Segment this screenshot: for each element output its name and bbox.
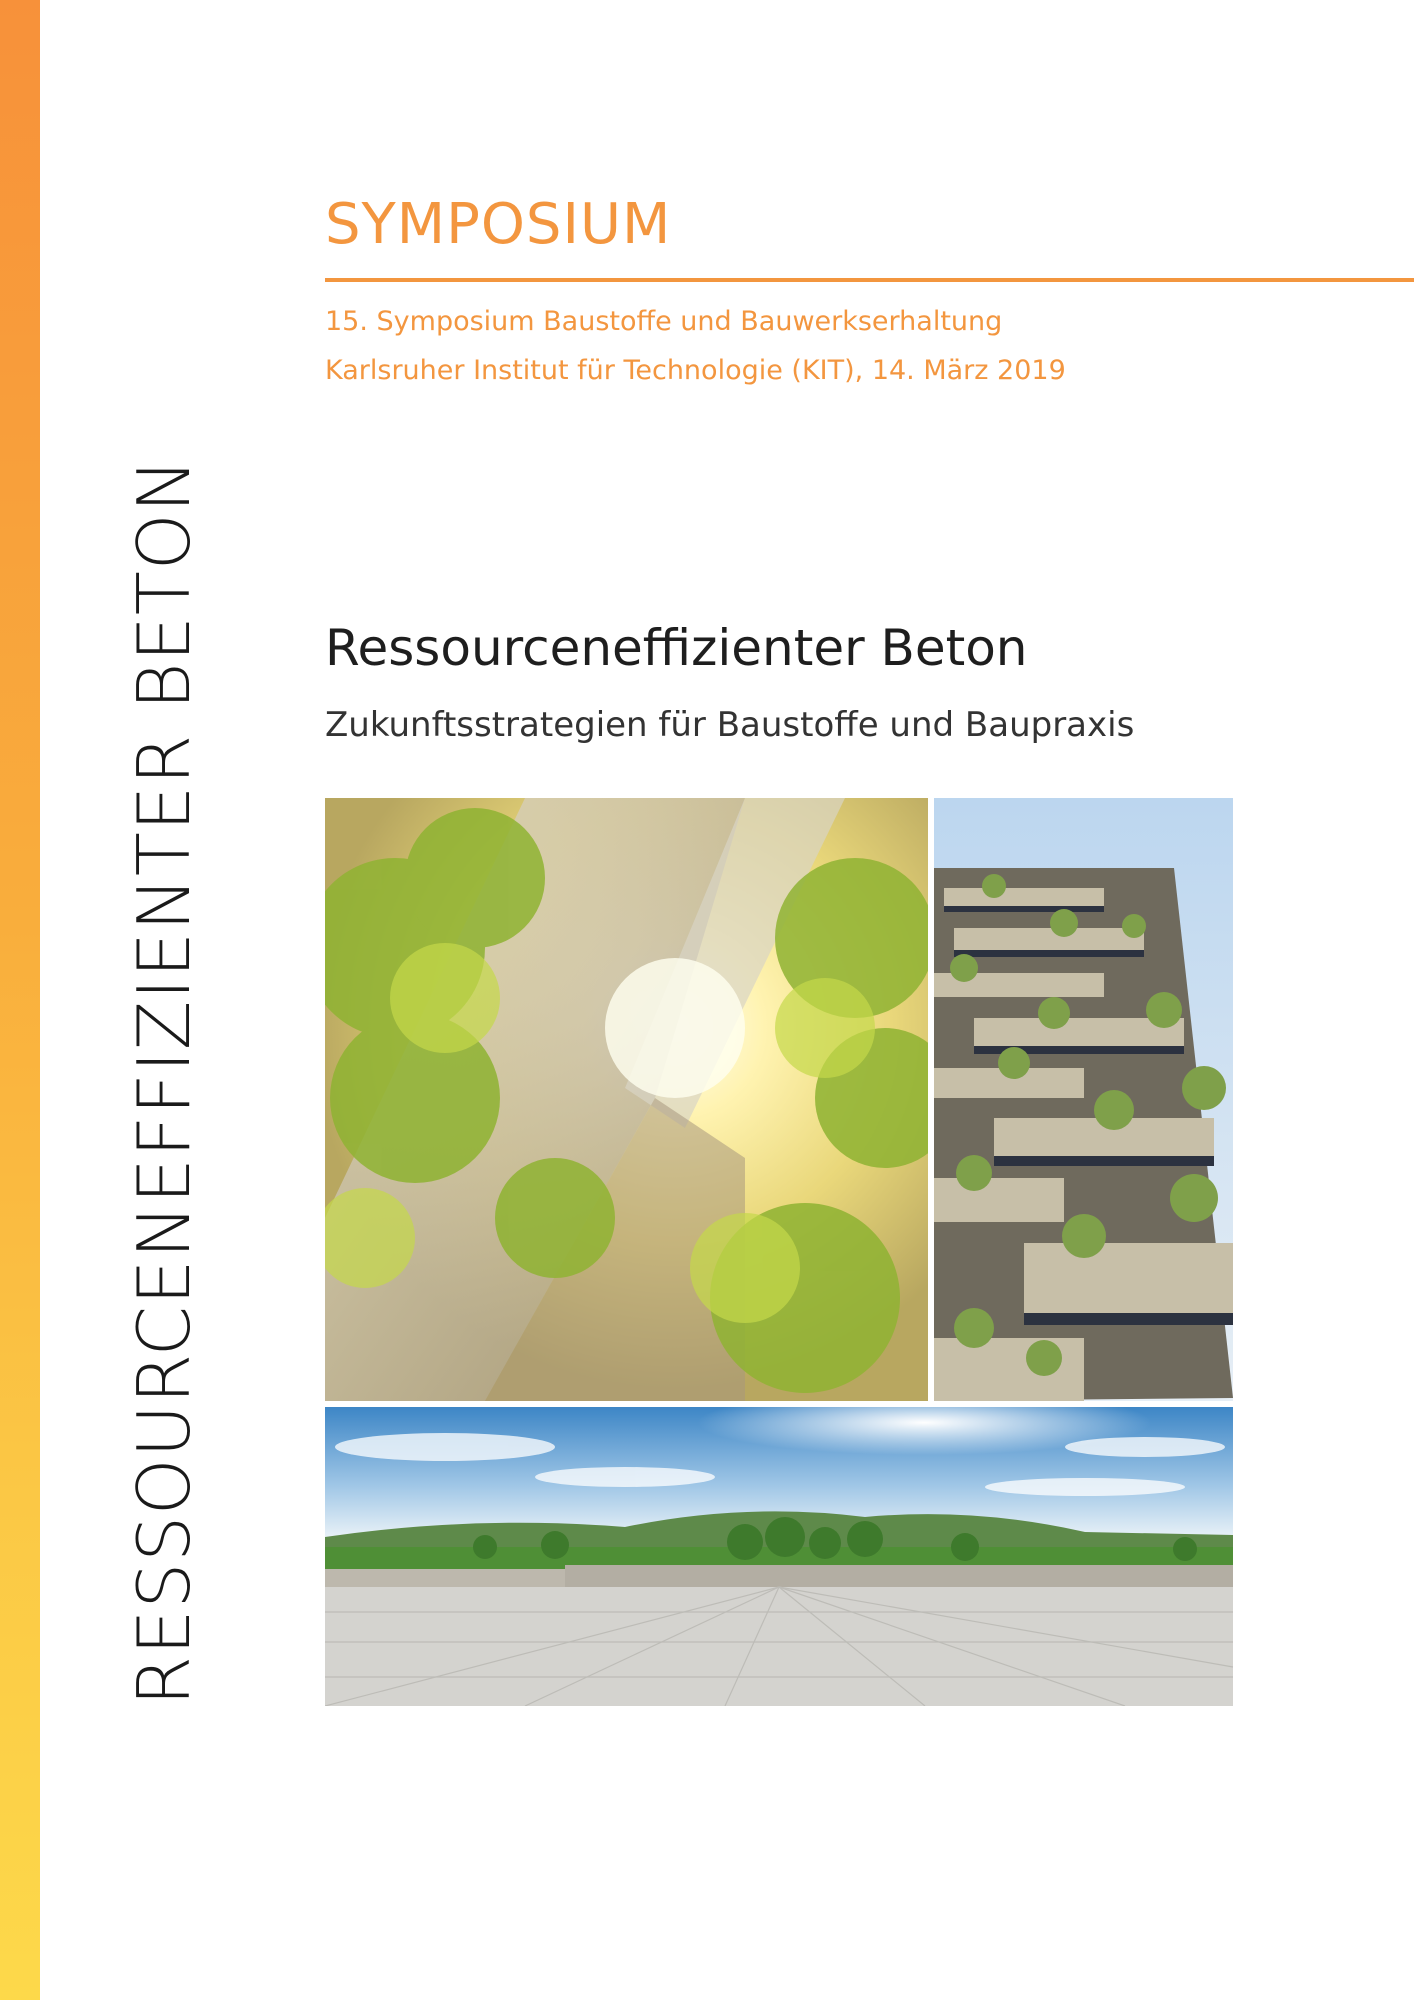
spine-color-bar xyxy=(0,0,40,2000)
event-venue-date: Karlsruher Institut für Technologie (KIT), 14. März 2019 xyxy=(325,355,1066,386)
book-title: Ressourceneffizienter Beton xyxy=(325,619,1028,677)
book-subtitle: Zukunftsstrategien für Baustoffe und Baupraxis xyxy=(325,705,1135,745)
photo-trees-skyscraper xyxy=(325,798,928,1401)
spine-title: RESSOURCENEFFIZIENTER BETON xyxy=(122,457,206,1706)
series-label: SYMPOSIUM xyxy=(325,192,672,257)
header-divider xyxy=(325,278,1414,282)
photo-green-tower xyxy=(934,798,1233,1401)
photo-landscape-plaza xyxy=(325,1407,1233,1706)
event-name: 15. Symposium Baustoffe und Bauwerkserhaltung xyxy=(325,306,1003,337)
